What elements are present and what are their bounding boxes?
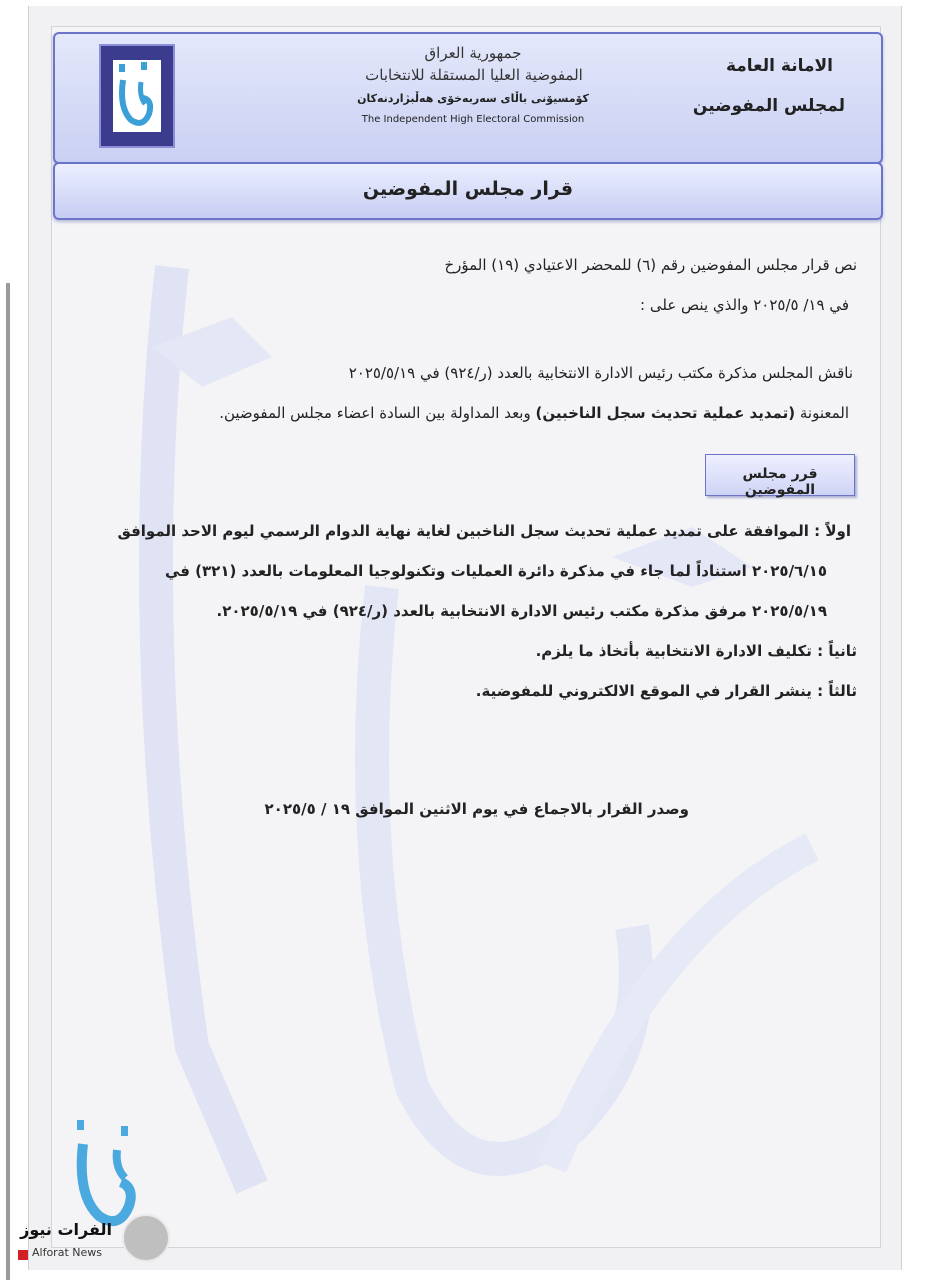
page-title: قرار مجلس المفوضين (362, 178, 574, 200)
intro-line-2: في ١٩/ ٢٠٢٥/٥ والذي ينص على : (640, 296, 849, 314)
news-red-dot-icon (18, 1250, 28, 1260)
discussion-prefix: المعنونة (799, 404, 849, 422)
decision-title-bar (53, 162, 883, 220)
discussion-line-1: ناقش المجلس مذكرة مكتب رئيس الادارة الانتخابية بالعدد (ر/٩٢٤) في ٢٠٢٥/٥/١٩ (348, 364, 853, 382)
item-second: ثانياً : تكليف الادارة الانتخابية بأتخاذ ما يلزم. (535, 642, 857, 660)
news-name-arabic: الفرات نيوز (20, 1220, 112, 1239)
item-first-line-1: اولاً : الموافقة على تمديد عملية تحديث سجل الناخبين لغاية نهاية الدوام الرسمي ليوم الاحد الموافق (117, 522, 851, 540)
commission-logo-mark (113, 60, 161, 132)
discussion-suffix: وبعد المداولة بين السادة اعضاء مجلس المفوضين. (219, 404, 531, 422)
letterhead-banner (53, 32, 883, 164)
item-first-line-3: ٢٠٢٥/٥/١٩ مرفق مذكرة مكتب رئيس الادارة الانتخابية بالعدد (ر/٩٢٤) في ٢٠٢٥/٥/١٩. (216, 602, 827, 620)
item-third: ثالثاً : ينشر القرار في الموقع الالكتروني للمفوضية. (475, 682, 857, 700)
commission-name-kurdish: كۆمسیۆنی باڵای سەربەخۆی هەڵبژاردنەکان (357, 92, 589, 105)
left-edge-rule (6, 283, 10, 1280)
discussion-subject: (تمديد عملية تحديث سجل الناخبين) (535, 404, 796, 422)
document-page (28, 6, 902, 1270)
commission-name-english: The Independent High Electoral Commission (361, 114, 585, 125)
decided-label-box (705, 454, 855, 496)
alforat-news-logo (12, 1210, 182, 1270)
ballot-figure-icon (113, 60, 161, 132)
commission-name-arabic-2: المفوضية العليا المستقلة للانتخابات (365, 66, 583, 84)
news-globe-icon (122, 1214, 170, 1262)
discussion-line-2 (219, 404, 849, 422)
decided-label: قرر مجلس المفوضين (742, 466, 818, 498)
news-name-english: Alforat News (32, 1246, 102, 1259)
commission-name-arabic-1: جمهورية العراق (424, 44, 522, 62)
department-name-line1: الامانة العامة (725, 56, 833, 76)
commission-logo (99, 44, 175, 148)
issued-statement: وصدر القرار بالاجماع في يوم الاثنين الموافق ١٩ / ٢٠٢٥/٥ (264, 800, 689, 818)
department-name-line2: لمجلس المفوضين (692, 96, 845, 116)
item-first-line-2: ٢٠٢٥/٦/١٥ استناداً لما جاء في مذكرة دائرة العمليات وتكنولوجيا المعلومات بالعدد (٣٢١) في (164, 562, 827, 580)
intro-line-1: نص قرار مجلس المفوضين رقم (٦) للمحضر الاعتيادي (١٩) المؤرخ (444, 256, 857, 274)
